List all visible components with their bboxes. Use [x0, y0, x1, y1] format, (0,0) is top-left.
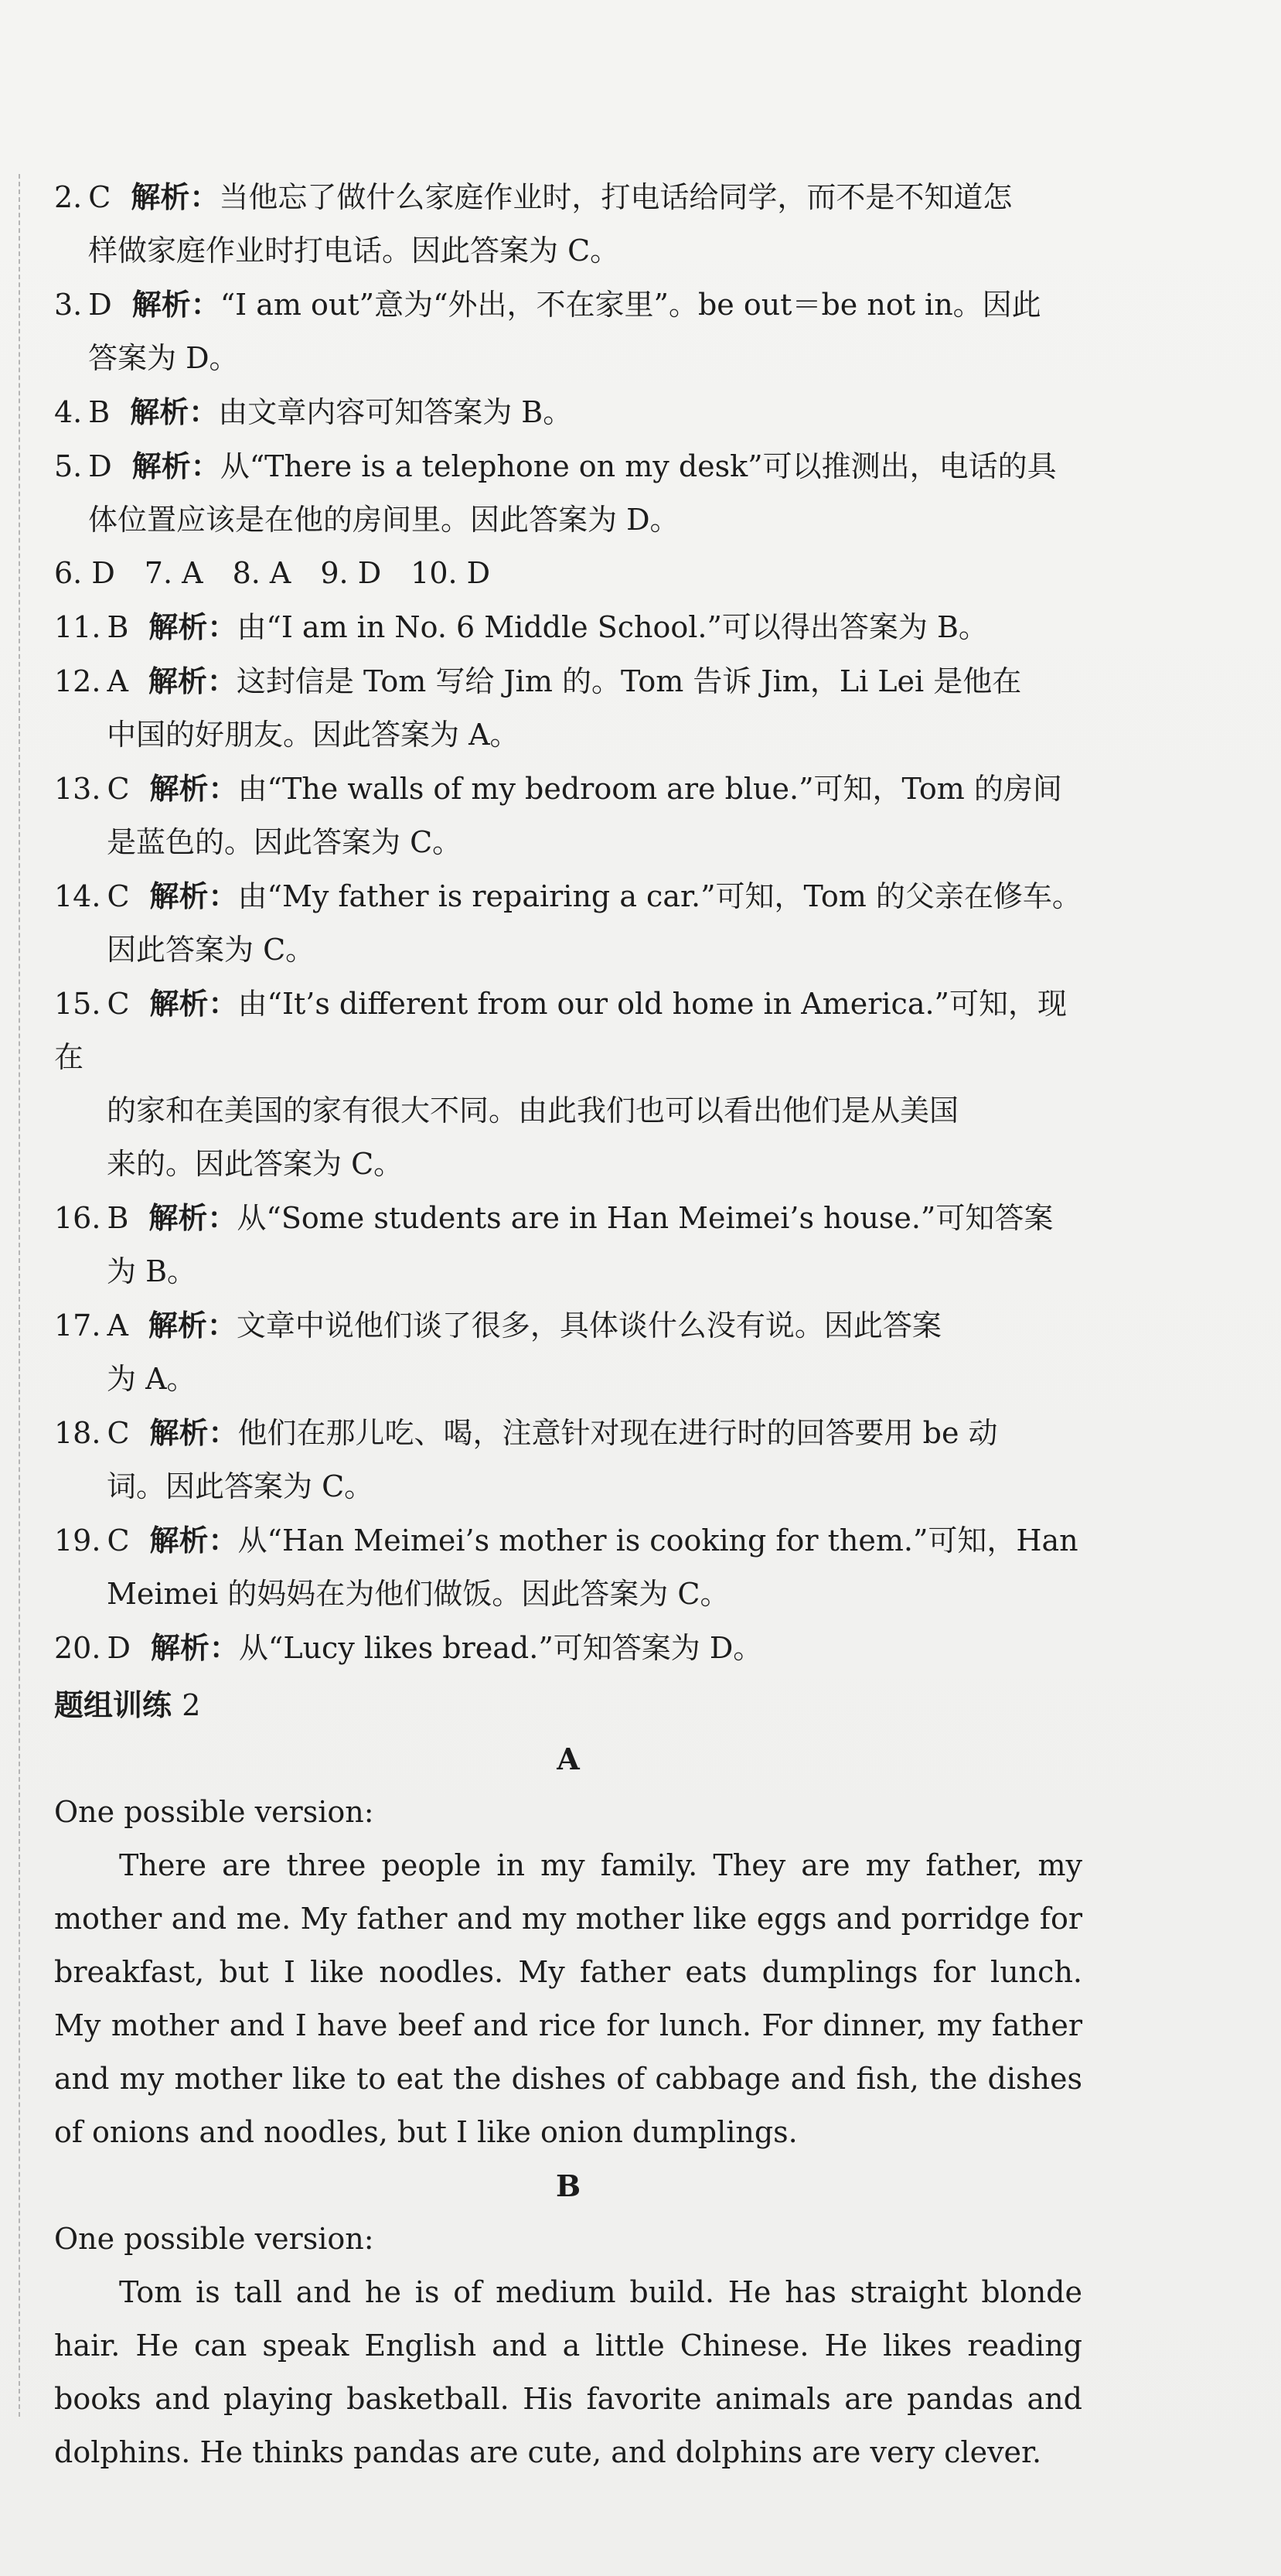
item-answer: C [107, 1416, 130, 1450]
answer-item-2 [54, 170, 1082, 278]
analysis-label: 解析： [131, 179, 220, 214]
answer-item-12 [54, 654, 1082, 762]
item-number: 3. [54, 288, 83, 322]
item-text-continued: Meimei 的妈妈在为他们做饭。因此答案为 C。 [107, 1577, 730, 1611]
answer-item-15 [54, 977, 1082, 1191]
part-a-version-label: One possible version: [54, 1795, 374, 1829]
item-answer: D [107, 1631, 131, 1665]
analysis-label: 解析： [149, 879, 238, 913]
analysis-label: 解析： [149, 986, 238, 1021]
item-number: 15. [54, 987, 101, 1021]
part-b-paragraph: Tom is tall and he is of medium build. He has straight blonde hair. He can speak English and a little Chinese. He likes reading books and playing basketball. His favorite animals are pandas and dolphins. He thinks pandas are cute, and dolphins are very clever. [54, 2275, 1082, 2469]
item-answer: C [107, 879, 130, 913]
item-text-continued: 样做家庭作业时打电话。因此答案为 C。 [88, 234, 620, 268]
item-text-continued: 为 A。 [107, 1362, 196, 1396]
item-number: 16. [54, 1201, 101, 1235]
answer-item-18 [54, 1406, 1082, 1513]
item-text-continued: 因此答案为 C。 [107, 933, 315, 967]
item-answer: C [88, 180, 111, 214]
answer-item-17 [54, 1298, 1082, 1406]
analysis-label: 解析： [149, 771, 238, 806]
answer-item-4 [54, 385, 1082, 439]
item-answer: C [107, 987, 130, 1021]
item-text-continued: 中国的好朋友。因此答案为 A。 [107, 718, 520, 752]
item-answer: C [107, 1523, 130, 1558]
answer-item-11 [54, 600, 1082, 654]
item-text-continued: 的家和在美国的家有很大不同。由此我们也可以看出他们是从美国 [107, 1094, 959, 1128]
analysis-label: 解析： [130, 394, 219, 429]
item-text: 当他忘了做什么家庭作业时，打电话给同学，而不是不知道怎 [219, 180, 1013, 214]
item-number: 13. [54, 772, 101, 806]
item-text: 他们在那儿吃、喝，注意针对现在进行时的回答要用 be 动 [237, 1416, 998, 1450]
answer-item-13 [54, 762, 1082, 869]
item-number: 4. [54, 395, 83, 429]
item-answer: B [88, 395, 111, 429]
binding-dashed-line [19, 174, 20, 2417]
part-b-version-label: One possible version: [54, 2222, 374, 2256]
item-text-continued: 体位置应该是在他的房间里。因此答案为 D。 [88, 503, 680, 537]
item-text-continued: 为 B。 [107, 1254, 197, 1288]
item-text: 文章中说他们谈了很多，具体谈什么没有说。因此答案 [236, 1308, 942, 1343]
analysis-label: 解析： [149, 1415, 238, 1450]
item-text: 由“It’s different from our old home in America.”可知，现在 [54, 987, 1067, 1074]
analysis-label: 解析： [148, 1200, 237, 1235]
item-answer: D [88, 288, 112, 322]
analysis-label: 解析： [148, 609, 237, 644]
item-text: 从“Lucy likes bread.”可知答案为 D。 [238, 1631, 763, 1665]
item-text-continued: 是蓝色的。因此答案为 C。 [107, 825, 462, 859]
analysis-label: 解析： [148, 664, 237, 698]
answer-item-20 [54, 1621, 1082, 1675]
item-number: 18. [54, 1416, 101, 1450]
item-number: 17. [54, 1308, 101, 1343]
item-answer: A [107, 1308, 128, 1343]
answer-key-content [54, 170, 1082, 2479]
item-text-continued-2: 来的。因此答案为 C。 [107, 1147, 404, 1181]
item-text: 从“Han Meimei’s mother is cooking for them.”可知，Han [237, 1523, 1078, 1558]
answer-item-5 [54, 439, 1082, 547]
item-number: 20. [54, 1631, 101, 1665]
section-number: 2 [182, 1688, 201, 1722]
answer-item-14 [54, 869, 1082, 977]
answer-item-16 [54, 1191, 1082, 1298]
item-text-continued: 答案为 D。 [88, 341, 239, 375]
item-number: 5. [54, 449, 83, 483]
item-text: 由“I am in No. 6 Middle School.”可以得出答案为 B。 [237, 610, 988, 644]
item-text: 由文章内容可知答案为 B。 [218, 395, 573, 429]
item-text: 这封信是 Tom 写给 Jim 的。Tom 告诉 Jim，Li Lei 是他在 [236, 664, 1022, 698]
analysis-label: 解析： [131, 287, 220, 322]
item-number: 12. [54, 664, 101, 698]
part-a-paragraph: There are three people in my family. They are my father, my mother and me. My father and my mother like eggs and porridge for breakfast, but I like noodles. My father eats dumplings for lunch. My mother and I have beef and rice for lunch. For dinner, my father and my mother like to eat the dishes of cabbage and fish, the dishes of onions and noodles, but I like onion dumplings. [54, 1848, 1082, 2149]
item-text: 由“My father is repairing a car.”可知，Tom 的父亲在修车。 [237, 879, 1082, 913]
item-number: 19. [54, 1523, 101, 1558]
item-text: “I am out”意为“外出，不在家里”。be out＝be not in。因此 [220, 288, 1041, 322]
section-heading [54, 1678, 1082, 1732]
item-text: 从“There is a telephone on my desk”可以推测出，电话的具 [220, 449, 1057, 483]
short-answers-6-10: 6. D 7. A 8. A 9. D 10. D [54, 556, 491, 590]
analysis-label: 解析： [150, 1630, 239, 1665]
item-answer: B [107, 1201, 129, 1235]
item-text-continued: 词。因此答案为 C。 [107, 1469, 374, 1503]
answer-item-19 [54, 1513, 1082, 1621]
item-number: 2. [54, 180, 83, 214]
item-text: 由“The walls of my bedroom are blue.”可知，Tom 的房间 [237, 772, 1062, 806]
analysis-label: 解析： [131, 449, 220, 483]
section-title: 题组训练 [54, 1687, 172, 1722]
item-number: 14. [54, 879, 101, 913]
item-answer: A [107, 664, 128, 698]
answer-item-3 [54, 278, 1082, 385]
item-answer: D [88, 449, 112, 483]
analysis-label: 解析： [148, 1308, 237, 1343]
part-a-letter: A [557, 1742, 580, 1776]
part-b-letter: B [555, 2168, 581, 2203]
item-text: 从“Some students are in Han Meimei’s house.”可知答案 [237, 1201, 1054, 1235]
item-answer: B [107, 610, 129, 644]
item-answer: C [107, 772, 130, 806]
item-number: 11. [54, 610, 101, 644]
analysis-label: 解析： [149, 1523, 238, 1558]
